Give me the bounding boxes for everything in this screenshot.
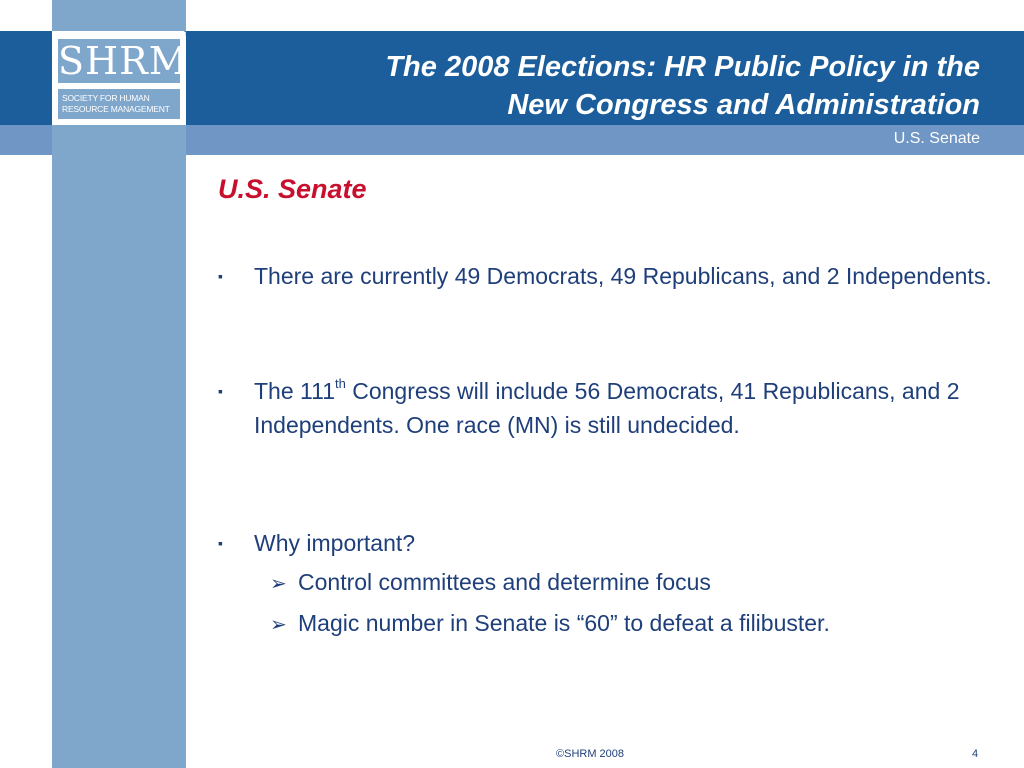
sub-bullet-text: Magic number in Senate is “60” to defeat a filibuster. <box>298 610 830 636</box>
slide-title <box>260 48 980 124</box>
bullet-text: There are currently 49 Democrats, 49 Republicans, and 2 Independents. <box>254 263 992 289</box>
bullet-text: Why important? <box>254 530 416 556</box>
logo-mark: SHRM <box>58 39 189 83</box>
footer-copyright: ©SHRM 2008 <box>556 748 625 760</box>
bullet-text-post: Congress will include 56 Democrats, 41 Republicans, and 2 Independents. One race (MN) is still undecided. <box>254 378 960 438</box>
sub-bullet-committees <box>270 565 711 601</box>
content-heading: U.S. Senate <box>218 174 367 204</box>
ordinal-superscript: th <box>334 376 346 392</box>
slide-title-line2: New Congress and Administration <box>507 89 980 121</box>
logo-caption <box>58 89 180 119</box>
logo-trademark: TM <box>184 31 195 38</box>
bullet-text <box>254 374 994 442</box>
bullet-text-pre: The 111 <box>254 378 335 404</box>
logo-caption-line1: SOCIETY FOR HUMAN <box>62 93 150 103</box>
slide-title-line1: The 2008 Elections: HR Public Policy in the <box>385 51 980 83</box>
sub-bullet-magic-number <box>270 606 830 642</box>
sub-bullet-text: Control committees and determine focus <box>298 569 711 595</box>
bullet-marker: ▪ <box>218 268 223 284</box>
footer-page-number: 4 <box>972 748 979 760</box>
arrow-marker-icon: ➢ <box>270 614 287 636</box>
section-label: U.S. Senate <box>893 130 980 147</box>
bullet-marker: ▪ <box>218 535 223 551</box>
logo-caption-line2: RESOURCE MANAGEMENT <box>62 104 170 114</box>
bullet-marker: ▪ <box>218 383 223 399</box>
arrow-marker-icon: ➢ <box>270 573 287 595</box>
shrm-logo <box>52 31 195 125</box>
